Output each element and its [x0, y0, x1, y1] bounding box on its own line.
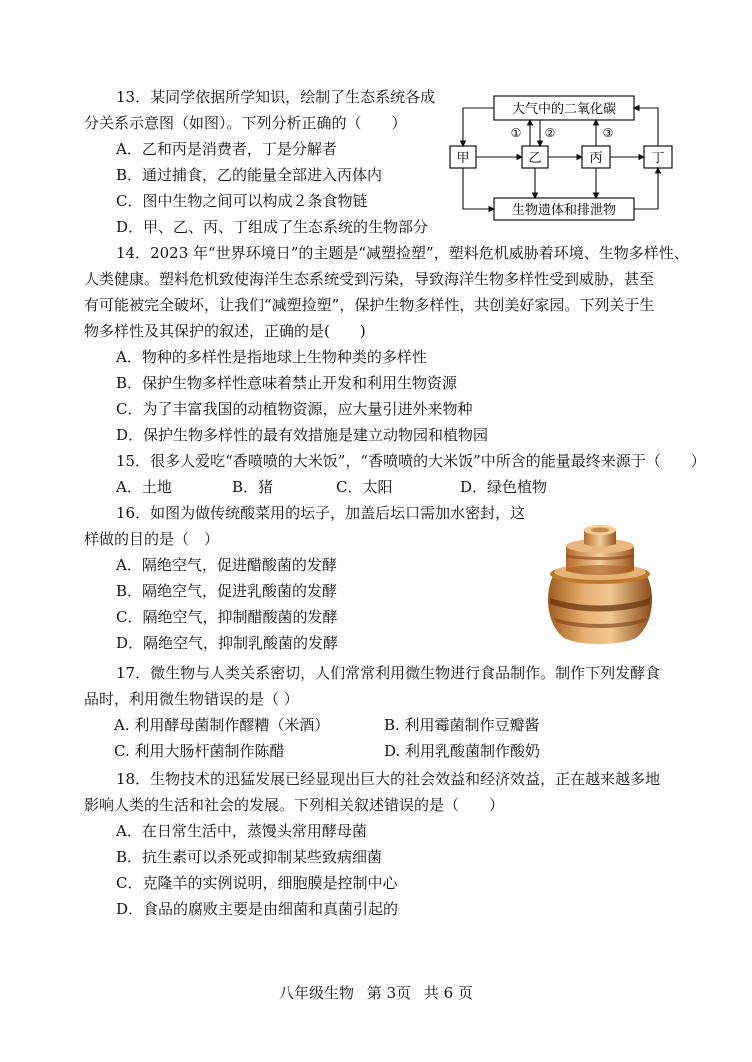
q17-stem-line2: 品时，利用微生物错误的是（ ）	[84, 690, 299, 708]
q17-option-b: B. 利用霉菌制作豆瓣酱	[384, 716, 540, 734]
q16-option-c: C．隔绝空气，抑制醋酸菌的发酵	[116, 608, 338, 626]
arrow-jia-to-remains	[463, 168, 494, 209]
bing-label: 丙	[589, 151, 603, 166]
q14-stem-line3: 有可能被完全破坏，让我们“减塑捡塑”，保护生物多样性，共创美好家园。下列关于生	[84, 296, 655, 314]
atmosphere-co2-label: 大气中的二氧化碳	[511, 102, 617, 117]
q16-option-a: A．隔绝空气，促进醋酸菌的发酵	[116, 556, 337, 574]
arrow-co2-to-jia	[463, 108, 494, 146]
q17-stem-line1: 17．微生物与人类关系密切，人们常常利用微生物进行食品制作。制作下列发酵食	[116, 664, 661, 682]
q13-stem-line2: 分关系示意图（如图）。下列分析正确的（ ）	[84, 114, 407, 132]
q14-option-c: C．为了丰富我国的动植物资源，应大量引进外来物种	[116, 400, 473, 418]
ecosystem-diagram	[446, 92, 682, 222]
q14-option-a: A．物种的多样性是指地球上生物种类的多样性	[116, 348, 427, 366]
footer-subject: 八年级生物	[279, 984, 355, 1002]
q13-stem-line1: 13．某同学依据所学知识，绘制了生态系统各成	[116, 88, 436, 106]
q16-stem-line2: 样做的目的是（ ）	[84, 530, 220, 548]
q14-stem-line4: 物多样性及其保护的叙述，正确的是( )	[84, 322, 366, 340]
q13-option-d: D．甲、乙、丙、丁组成了生态系统的生物部分	[116, 218, 429, 236]
q18-stem-line2: 影响人类的生活和社会的发展。下列相关叙述错误的是（ ）	[84, 796, 505, 814]
q14-stem-line2: 人类健康。塑料危机致使海洋生态系统受到污染，导致海洋生物多样性受到威胁，甚至	[84, 270, 655, 288]
footer-total: 共 6 页	[423, 984, 473, 1002]
q16-stem-line1: 16．如图为做传统酸菜用的坛子，加盖后坛口需加水密封，这	[116, 504, 526, 522]
q18-option-c: C．克隆羊的实例说明，细胞膜是控制中心	[116, 874, 398, 892]
q14-option-b: B．保护生物多样性意味着禁止开发和利用生物资源	[116, 374, 458, 392]
q13-option-b: B．通过捕食，乙的能量全部进入丙体内	[116, 166, 383, 184]
mark-2: ②	[544, 126, 556, 140]
page-footer	[0, 983, 752, 1003]
q15-option-d: D．绿色植物	[460, 478, 548, 496]
q13-option-c: C．图中生物之间可以构成２条食物链	[116, 192, 368, 210]
arrow-ding-to-co2	[634, 108, 658, 146]
q16-option-b: B．隔绝空气，促进乳酸菌的发酵	[116, 582, 338, 600]
q17-option-a: A. 利用酵母菌制作醪糟（米酒）	[114, 716, 330, 734]
footer-page: 第 3页	[366, 984, 412, 1002]
ding-label: 丁	[651, 151, 665, 166]
yi-label: 乙	[528, 151, 542, 166]
remains-label: 生物遗体和排泄物	[511, 203, 617, 218]
q18-stem-line1: 18．生物技术的迅猛发展已经显现出巨大的社会效益和经济效益，正在越来越多地	[116, 770, 661, 788]
q18-option-a: A．在日常生活中，蒸馒头常用酵母菌	[116, 822, 367, 840]
q17-option-c: C. 利用大肠杆菌制作陈醋	[114, 742, 285, 760]
q18-option-b: B．抗生素可以杀死或抑制某些致病细菌	[116, 848, 383, 866]
pickle-jar-image	[540, 522, 660, 648]
q13-option-a: A．乙和丙是消费者，丁是分解者	[116, 140, 337, 158]
q15-option-a: A．土地	[116, 478, 172, 496]
q14-option-d: D．保护生物多样性的最有效措施是建立动物园和植物园	[116, 426, 489, 444]
arrow-remains-to-ding	[634, 168, 658, 209]
jia-label: 甲	[456, 151, 470, 166]
q15-option-b: B．猪	[232, 478, 274, 496]
q16-option-d: D．隔绝空气，抑制乳酸菌的发酵	[116, 634, 339, 652]
q17-option-d: D. 利用乳酸菌制作酸奶	[384, 742, 541, 760]
q15-option-c: C．太阳	[336, 478, 393, 496]
mark-1: ①	[510, 126, 522, 140]
q18-option-d: D．食品的腐败主要是由细菌和真菌引起的	[116, 900, 399, 918]
q14-stem-line1: 14．2023 年“世界环境日”的主题是“减塑捡塑”，塑料危机威胁着环境、生物多样性、	[116, 244, 689, 262]
mark-3: ③	[602, 126, 614, 140]
q15-stem: 15．很多人爱吃“香喷喷的大米饭”，“香喷喷的大米饭”中所含的能量最终来源于（ ）	[116, 452, 706, 470]
